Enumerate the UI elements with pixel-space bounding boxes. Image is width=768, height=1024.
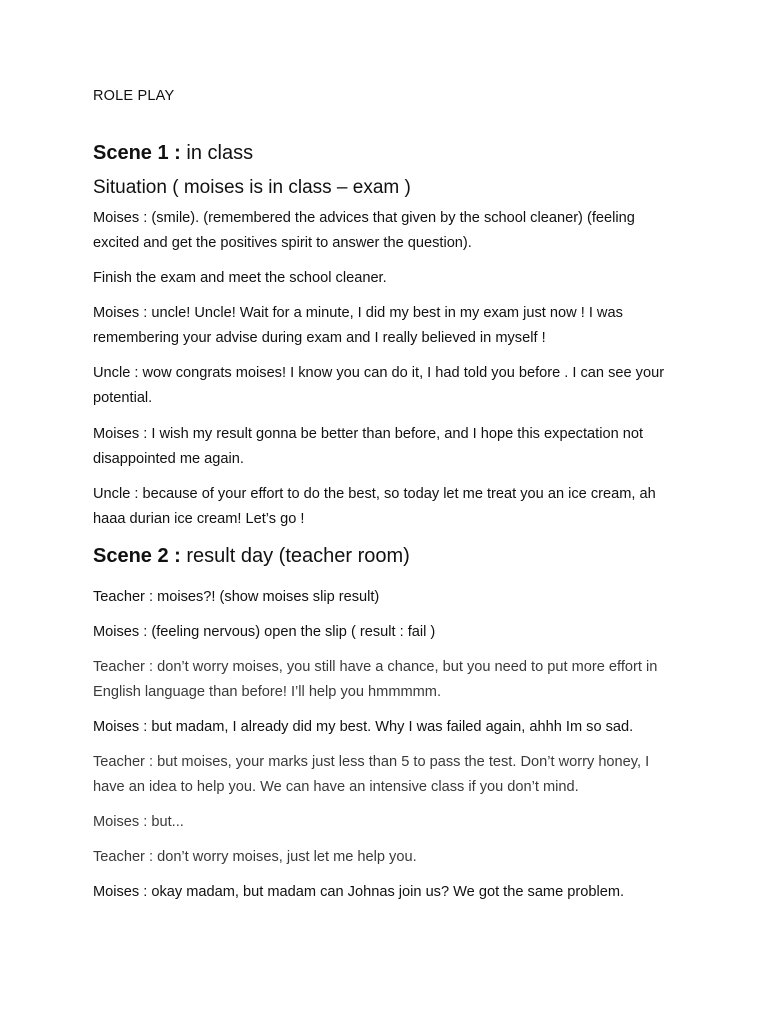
- scene-1-line-6: Uncle : because of your effort to do the best, so today let me treat you an ice cream, ah haaa durian ice cream! Let’s go !: [93, 486, 656, 527]
- scene-1-label: Scene 1 :: [93, 142, 181, 164]
- scene-2-line-8: Moises : okay madam, but madam can Johnas join us? We got the same problem.: [93, 884, 625, 900]
- scene-1-line-1: Moises : (smile). (remembered the advices that given by the school cleaner) (feeling excited and get the positives spirit to answer the question).: [93, 210, 635, 251]
- scene-2-line-1: Teacher : moises?! (show moises slip result): [93, 589, 380, 605]
- scene-1-line-2: Finish the exam and meet the school cleaner.: [93, 270, 387, 286]
- scene-1-line-3: Moises : uncle! Uncle! Wait for a minute, I did my best in my exam just now ! I was remembering your advise during exam and I really believed in myself !: [93, 305, 623, 346]
- scene-2-label: Scene 2 :: [93, 545, 181, 567]
- scene-2-line-4: Moises : but madam, I already did my best. Why I was failed again, ahhh Im so sad.: [93, 719, 634, 735]
- scene-2-line-5: Teacher : but moises, your marks just less than 5 to pass the test. Don’t worry honey, I have an idea to help you. We can have an intensive class if you don’t mind.: [93, 754, 650, 795]
- scene-1-line-5: Moises : I wish my result gonna be better than before, and I hope this expectation not disappointed me again.: [93, 426, 644, 467]
- scene-1-situation: Situation ( moises is in class – exam ): [93, 177, 411, 198]
- scene-1-line-4: Uncle : wow congrats moises! I know you can do it, I had told you before . I can see your potential.: [93, 365, 665, 406]
- document-title: ROLE PLAY: [93, 88, 175, 104]
- scene-1-heading: [93, 142, 253, 165]
- scene-2-line-6: Moises : but...: [93, 814, 184, 830]
- scene-1-name: in class: [186, 142, 254, 164]
- scene-2-name: result day (teacher room): [186, 545, 410, 567]
- scene-2-line-3: Teacher : don’t worry moises, you still have a chance, but you need to put more effort in English language than before! I’ll help you hmmmmm.: [93, 659, 658, 700]
- scene-2-heading: [93, 545, 410, 568]
- scene-2-line-2: Moises : (feeling nervous) open the slip ( result : fail ): [93, 624, 436, 640]
- scene-2-line-7: Teacher : don’t worry moises, just let me help you.: [93, 849, 417, 865]
